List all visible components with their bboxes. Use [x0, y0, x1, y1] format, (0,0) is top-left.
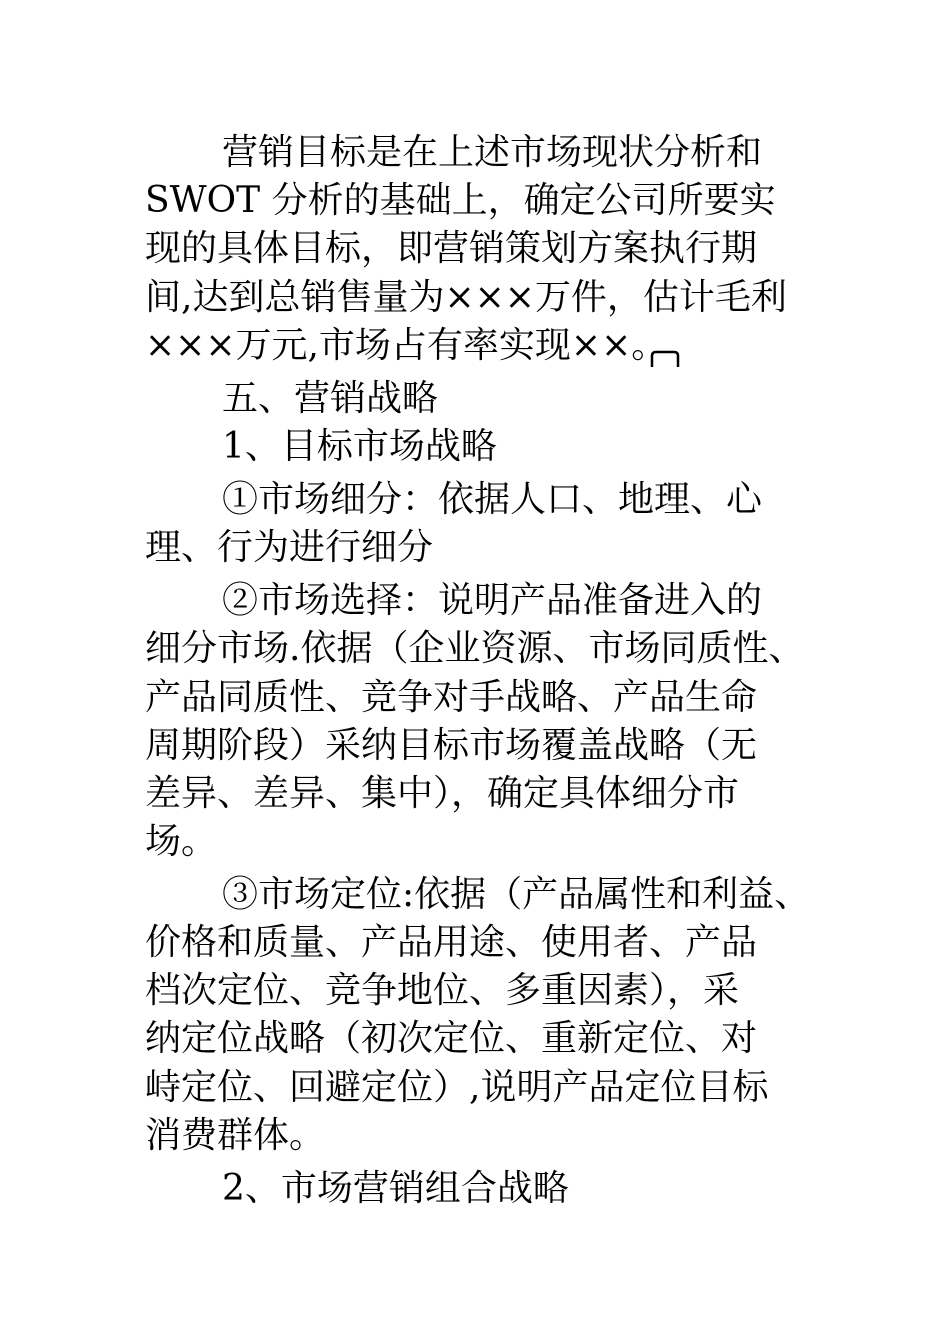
paragraph-line: ①市场细分：依据人口、地理、心: [222, 479, 763, 520]
paragraph-line: 产品同质性、竞争对手战略、产品生命: [145, 677, 758, 718]
paragraph-line: SWOT 分析的基础上，确定公司所要实: [145, 180, 776, 221]
paragraph-line: ×××万元,市场占有率实现××。: [145, 325, 668, 366]
subsection-heading: 1、目标市场战略: [222, 426, 497, 467]
section-heading: 五、营销战略: [222, 378, 439, 419]
paragraph-line: ②市场选择：说明产品准备进入的: [222, 580, 763, 621]
paragraph-line: ③市场定位:依据（产品属性和利益、: [222, 874, 811, 915]
paragraph-line: 差异、差异、集中），确定具体细分市: [145, 773, 740, 814]
paragraph-line: 现的具体目标，即营销策划方案执行期: [145, 228, 758, 269]
paragraph-line: 场。: [145, 821, 218, 862]
paragraph-line: 间,达到总销售量为×××万件，估计毛利: [145, 277, 787, 318]
paragraph-line: 价格和质量、产品用途、使用者、产品: [145, 922, 758, 963]
paragraph-line: 纳定位战略（初次定位、重新定位、对: [145, 1018, 758, 1059]
paragraph-line: 周期阶段）采纳目标市场覆盖战略（无: [145, 725, 758, 766]
paragraph-line: 营销目标是在上述市场现状分析和: [222, 132, 763, 173]
paragraph-line: 消费群体。: [145, 1115, 326, 1156]
paragraph-line: 峙定位、回避定位）,说明产品定位目标: [145, 1067, 769, 1108]
subsection-heading: 2、市场营销组合战略: [222, 1168, 569, 1209]
paragraph-line: 档次定位、竞争地位、多重因素），采: [145, 970, 740, 1011]
text-cursor-mark: [650, 350, 680, 368]
paragraph-line: 理、行为进行细分: [145, 527, 434, 568]
paragraph-line: 细分市场.依据（企业资源、市场同质性、: [145, 628, 805, 669]
